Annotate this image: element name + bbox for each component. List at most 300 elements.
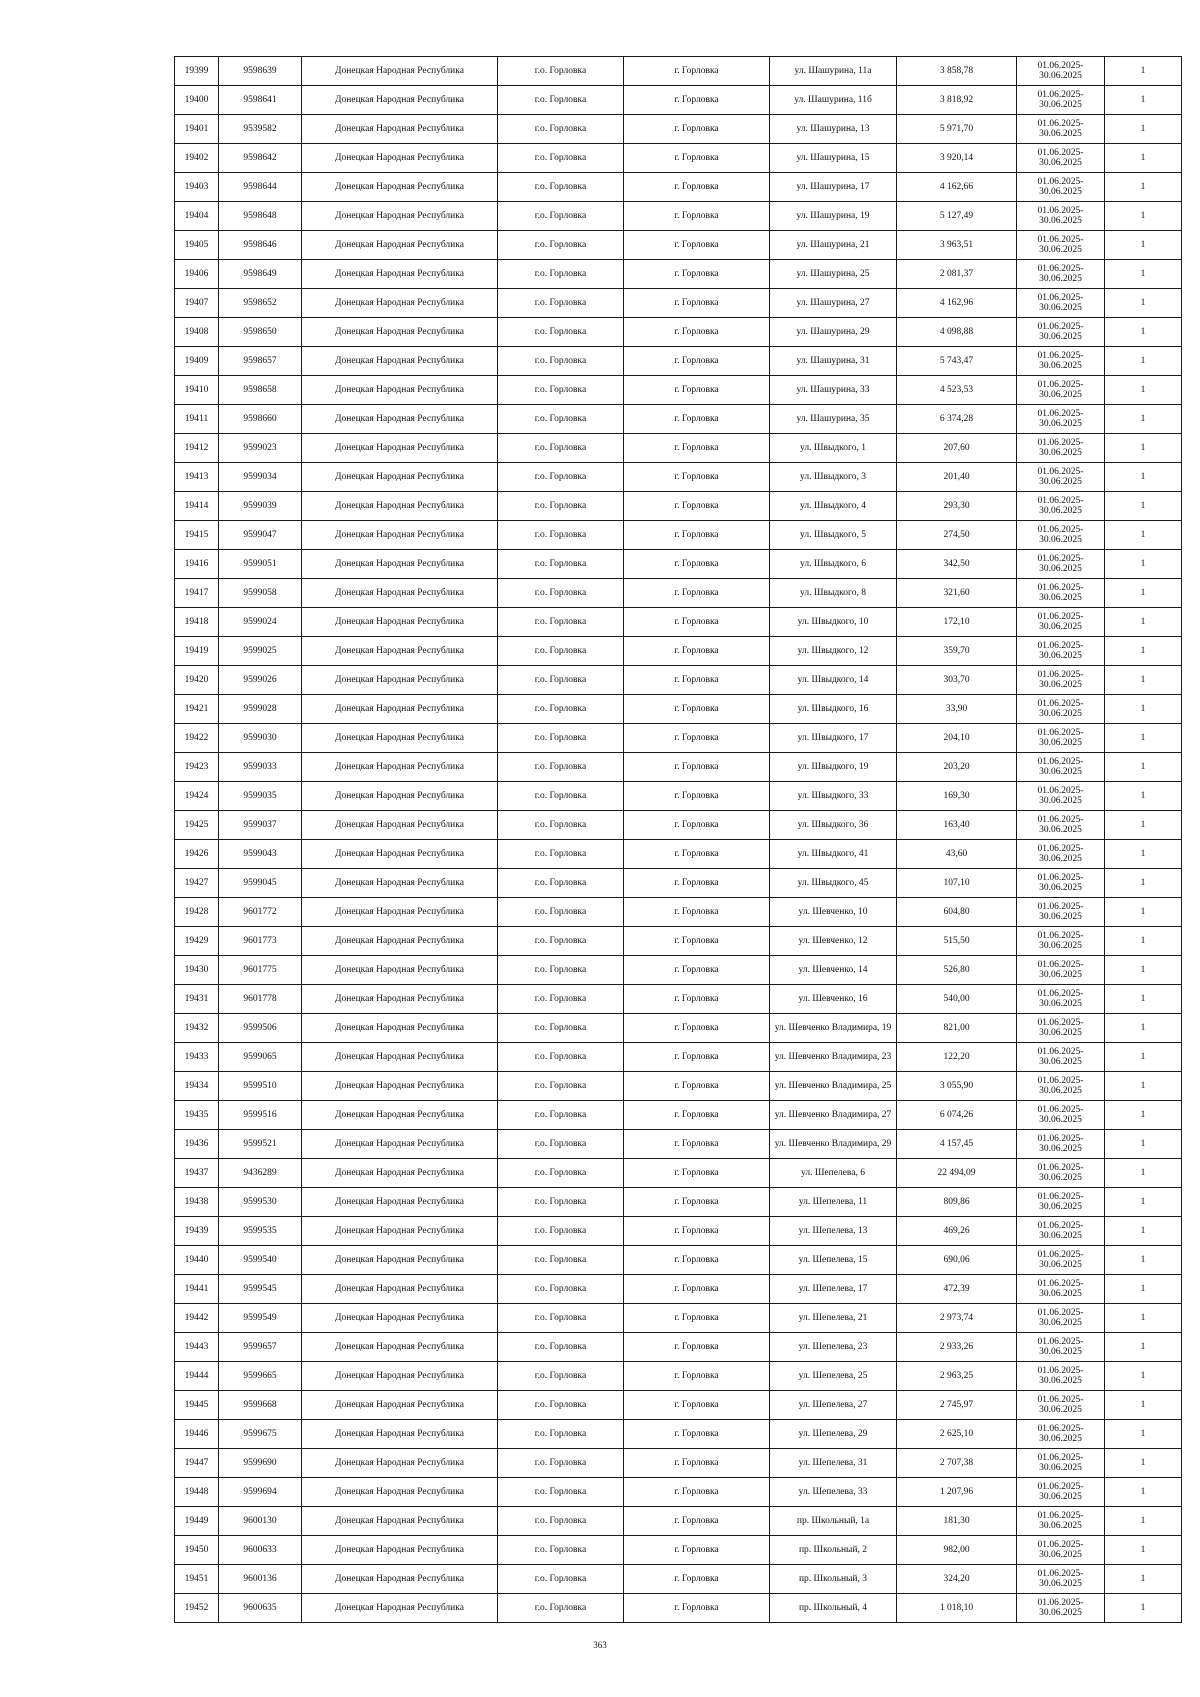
address-cell: ул. Шашурина, 33 (770, 376, 897, 405)
period-cell: 01.06.2025-30.06.2025 (1017, 1043, 1105, 1072)
amount-cell: 324,20 (897, 1565, 1017, 1594)
period-cell: 01.06.2025-30.06.2025 (1017, 1275, 1105, 1304)
object-id-cell: 9599028 (219, 695, 302, 724)
city-cell: г. Горловка (624, 144, 770, 173)
count-cell: 1 (1105, 550, 1182, 579)
amount-cell: 359,70 (897, 637, 1017, 666)
table-row (175, 985, 1182, 1014)
district-cell: г.о. Горловка (498, 1159, 624, 1188)
row-number-cell: 19403 (175, 173, 219, 202)
address-cell: ул. Шепелева, 13 (770, 1217, 897, 1246)
object-id-cell: 9599065 (219, 1043, 302, 1072)
table-row (175, 173, 1182, 202)
row-number-cell: 19423 (175, 753, 219, 782)
object-id-cell: 9599035 (219, 782, 302, 811)
district-cell: г.о. Горловка (498, 1043, 624, 1072)
row-number-cell: 19422 (175, 724, 219, 753)
object-id-cell: 9599026 (219, 666, 302, 695)
region-cell: Донецкая Народная Республика (302, 1594, 498, 1623)
amount-cell: 515,50 (897, 927, 1017, 956)
address-cell: ул. Шевченко Владимира, 19 (770, 1014, 897, 1043)
district-cell: г.о. Горловка (498, 376, 624, 405)
period-cell: 01.06.2025-30.06.2025 (1017, 376, 1105, 405)
region-cell: Донецкая Народная Республика (302, 666, 498, 695)
city-cell: г. Горловка (624, 782, 770, 811)
table-row (175, 1391, 1182, 1420)
district-cell: г.о. Горловка (498, 1101, 624, 1130)
district-cell: г.о. Горловка (498, 202, 624, 231)
table-row (175, 550, 1182, 579)
object-id-cell: 9598639 (219, 57, 302, 86)
table-row (175, 782, 1182, 811)
period-cell: 01.06.2025-30.06.2025 (1017, 1159, 1105, 1188)
district-cell: г.о. Горловка (498, 1507, 624, 1536)
address-cell: ул. Швыдкого, 12 (770, 637, 897, 666)
period-cell: 01.06.2025-30.06.2025 (1017, 840, 1105, 869)
city-cell: г. Горловка (624, 115, 770, 144)
table-row (175, 1159, 1182, 1188)
region-cell: Донецкая Народная Республика (302, 434, 498, 463)
amount-cell: 169,30 (897, 782, 1017, 811)
table-row (175, 1043, 1182, 1072)
city-cell: г. Горловка (624, 985, 770, 1014)
region-cell: Донецкая Народная Республика (302, 1043, 498, 1072)
district-cell: г.о. Горловка (498, 666, 624, 695)
table-row (175, 811, 1182, 840)
row-number-cell: 19443 (175, 1333, 219, 1362)
district-cell: г.о. Горловка (498, 1072, 624, 1101)
period-cell: 01.06.2025-30.06.2025 (1017, 1391, 1105, 1420)
count-cell: 1 (1105, 1130, 1182, 1159)
region-cell: Донецкая Народная Республика (302, 1275, 498, 1304)
count-cell: 1 (1105, 637, 1182, 666)
district-cell: г.о. Горловка (498, 1478, 624, 1507)
city-cell: г. Горловка (624, 1246, 770, 1275)
period-cell: 01.06.2025-30.06.2025 (1017, 985, 1105, 1014)
row-number-cell: 19447 (175, 1449, 219, 1478)
object-id-cell: 9436289 (219, 1159, 302, 1188)
period-cell: 01.06.2025-30.06.2025 (1017, 1101, 1105, 1130)
district-cell: г.о. Горловка (498, 1362, 624, 1391)
city-cell: г. Горловка (624, 1043, 770, 1072)
city-cell: г. Горловка (624, 666, 770, 695)
object-id-cell: 9599521 (219, 1130, 302, 1159)
period-cell: 01.06.2025-30.06.2025 (1017, 1449, 1105, 1478)
address-cell: ул. Шепелева, 21 (770, 1304, 897, 1333)
row-number-cell: 19426 (175, 840, 219, 869)
region-cell: Донецкая Народная Республика (302, 985, 498, 1014)
object-id-cell: 9601775 (219, 956, 302, 985)
count-cell: 1 (1105, 202, 1182, 231)
count-cell: 1 (1105, 811, 1182, 840)
count-cell: 1 (1105, 724, 1182, 753)
period-cell: 01.06.2025-30.06.2025 (1017, 666, 1105, 695)
row-number-cell: 19421 (175, 695, 219, 724)
object-id-cell: 9539582 (219, 115, 302, 144)
district-cell: г.о. Горловка (498, 1449, 624, 1478)
city-cell: г. Горловка (624, 260, 770, 289)
row-number-cell: 19402 (175, 144, 219, 173)
period-cell: 01.06.2025-30.06.2025 (1017, 956, 1105, 985)
amount-cell: 469,26 (897, 1217, 1017, 1246)
count-cell: 1 (1105, 521, 1182, 550)
amount-cell: 2 081,37 (897, 260, 1017, 289)
table-row (175, 724, 1182, 753)
object-id-cell: 9599051 (219, 550, 302, 579)
amount-cell: 982,00 (897, 1536, 1017, 1565)
amount-cell: 2 963,25 (897, 1362, 1017, 1391)
count-cell: 1 (1105, 1536, 1182, 1565)
object-id-cell: 9599030 (219, 724, 302, 753)
count-cell: 1 (1105, 57, 1182, 86)
table-row (175, 608, 1182, 637)
district-cell: г.о. Горловка (498, 608, 624, 637)
district-cell: г.о. Горловка (498, 985, 624, 1014)
district-cell: г.о. Горловка (498, 1391, 624, 1420)
object-id-cell: 9599535 (219, 1217, 302, 1246)
row-number-cell: 19428 (175, 898, 219, 927)
table-row (175, 898, 1182, 927)
district-cell: г.о. Горловка (498, 115, 624, 144)
table-row (175, 492, 1182, 521)
table-row (175, 260, 1182, 289)
object-id-cell: 9599665 (219, 1362, 302, 1391)
region-cell: Донецкая Народная Республика (302, 608, 498, 637)
object-id-cell: 9599549 (219, 1304, 302, 1333)
row-number-cell: 19400 (175, 86, 219, 115)
count-cell: 1 (1105, 608, 1182, 637)
count-cell: 1 (1105, 1246, 1182, 1275)
period-cell: 01.06.2025-30.06.2025 (1017, 57, 1105, 86)
amount-cell: 107,10 (897, 869, 1017, 898)
district-cell: г.о. Горловка (498, 579, 624, 608)
amount-cell: 1 018,10 (897, 1594, 1017, 1623)
city-cell: г. Горловка (624, 231, 770, 260)
region-cell: Донецкая Народная Республика (302, 521, 498, 550)
district-cell: г.о. Горловка (498, 1536, 624, 1565)
address-cell: ул. Шепелева, 33 (770, 1478, 897, 1507)
row-number-cell: 19410 (175, 376, 219, 405)
object-id-cell: 9599058 (219, 579, 302, 608)
count-cell: 1 (1105, 492, 1182, 521)
address-cell: ул. Шашурина, 27 (770, 289, 897, 318)
region-cell: Донецкая Народная Республика (302, 1130, 498, 1159)
region-cell: Донецкая Народная Республика (302, 1246, 498, 1275)
object-id-cell: 9598650 (219, 318, 302, 347)
count-cell: 1 (1105, 927, 1182, 956)
amount-cell: 3 818,92 (897, 86, 1017, 115)
district-cell: г.о. Горловка (498, 144, 624, 173)
count-cell: 1 (1105, 1159, 1182, 1188)
table-row (175, 86, 1182, 115)
amount-cell: 172,10 (897, 608, 1017, 637)
amount-cell: 4 157,45 (897, 1130, 1017, 1159)
address-cell: ул. Швыдкого, 4 (770, 492, 897, 521)
amount-cell: 321,60 (897, 579, 1017, 608)
region-cell: Донецкая Народная Республика (302, 579, 498, 608)
row-number-cell: 19439 (175, 1217, 219, 1246)
city-cell: г. Горловка (624, 1072, 770, 1101)
period-cell: 01.06.2025-30.06.2025 (1017, 608, 1105, 637)
amount-cell: 1 207,96 (897, 1478, 1017, 1507)
row-number-cell: 19436 (175, 1130, 219, 1159)
row-number-cell: 19446 (175, 1420, 219, 1449)
district-cell: г.о. Горловка (498, 753, 624, 782)
city-cell: г. Горловка (624, 289, 770, 318)
region-cell: Донецкая Народная Республика (302, 57, 498, 86)
period-cell: 01.06.2025-30.06.2025 (1017, 869, 1105, 898)
region-cell: Донецкая Народная Республика (302, 1101, 498, 1130)
amount-cell: 2 933,26 (897, 1333, 1017, 1362)
table-row (175, 1130, 1182, 1159)
count-cell: 1 (1105, 1275, 1182, 1304)
region-cell: Донецкая Народная Республика (302, 869, 498, 898)
address-cell: ул. Шашурина, 17 (770, 173, 897, 202)
amount-cell: 2 625,10 (897, 1420, 1017, 1449)
district-cell: г.о. Горловка (498, 1130, 624, 1159)
count-cell: 1 (1105, 115, 1182, 144)
district-cell: г.о. Горловка (498, 637, 624, 666)
amount-cell: 33,90 (897, 695, 1017, 724)
period-cell: 01.06.2025-30.06.2025 (1017, 1246, 1105, 1275)
row-number-cell: 19424 (175, 782, 219, 811)
period-cell: 01.06.2025-30.06.2025 (1017, 231, 1105, 260)
row-number-cell: 19450 (175, 1536, 219, 1565)
table-row (175, 579, 1182, 608)
address-cell: ул. Шашурина, 31 (770, 347, 897, 376)
row-number-cell: 19404 (175, 202, 219, 231)
period-cell: 01.06.2025-30.06.2025 (1017, 1188, 1105, 1217)
period-cell: 01.06.2025-30.06.2025 (1017, 173, 1105, 202)
city-cell: г. Горловка (624, 753, 770, 782)
period-cell: 01.06.2025-30.06.2025 (1017, 579, 1105, 608)
district-cell: г.о. Горловка (498, 86, 624, 115)
count-cell: 1 (1105, 1101, 1182, 1130)
amount-cell: 274,50 (897, 521, 1017, 550)
address-cell: ул. Шевченко Владимира, 23 (770, 1043, 897, 1072)
address-cell: ул. Шепелева, 31 (770, 1449, 897, 1478)
table-row (175, 753, 1182, 782)
district-cell: г.о. Горловка (498, 898, 624, 927)
object-id-cell: 9601772 (219, 898, 302, 927)
count-cell: 1 (1105, 840, 1182, 869)
object-id-cell: 9600635 (219, 1594, 302, 1623)
address-cell: ул. Швыдкого, 41 (770, 840, 897, 869)
amount-cell: 207,60 (897, 434, 1017, 463)
row-number-cell: 19407 (175, 289, 219, 318)
amount-cell: 4 523,53 (897, 376, 1017, 405)
object-id-cell: 9598652 (219, 289, 302, 318)
table-row (175, 521, 1182, 550)
region-cell: Донецкая Народная Республика (302, 811, 498, 840)
address-cell: ул. Шевченко, 10 (770, 898, 897, 927)
period-cell: 01.06.2025-30.06.2025 (1017, 927, 1105, 956)
object-id-cell: 9599045 (219, 869, 302, 898)
object-id-cell: 9600130 (219, 1507, 302, 1536)
amount-cell: 163,40 (897, 811, 1017, 840)
table-row (175, 57, 1182, 86)
count-cell: 1 (1105, 405, 1182, 434)
district-cell: г.о. Горловка (498, 956, 624, 985)
period-cell: 01.06.2025-30.06.2025 (1017, 1217, 1105, 1246)
city-cell: г. Горловка (624, 405, 770, 434)
city-cell: г. Горловка (624, 1333, 770, 1362)
district-cell: г.о. Горловка (498, 1217, 624, 1246)
amount-cell: 821,00 (897, 1014, 1017, 1043)
table-row (175, 463, 1182, 492)
period-cell: 01.06.2025-30.06.2025 (1017, 1565, 1105, 1594)
period-cell: 01.06.2025-30.06.2025 (1017, 1014, 1105, 1043)
region-cell: Донецкая Народная Республика (302, 1449, 498, 1478)
region-cell: Донецкая Народная Республика (302, 956, 498, 985)
period-cell: 01.06.2025-30.06.2025 (1017, 637, 1105, 666)
region-cell: Донецкая Народная Республика (302, 1536, 498, 1565)
row-number-cell: 19418 (175, 608, 219, 637)
row-number-cell: 19413 (175, 463, 219, 492)
row-number-cell: 19451 (175, 1565, 219, 1594)
region-cell: Донецкая Народная Республика (302, 1478, 498, 1507)
city-cell: г. Горловка (624, 376, 770, 405)
object-id-cell: 9599530 (219, 1188, 302, 1217)
row-number-cell: 19399 (175, 57, 219, 86)
period-cell: 01.06.2025-30.06.2025 (1017, 202, 1105, 231)
city-cell: г. Горловка (624, 463, 770, 492)
address-cell: ул. Швыдкого, 16 (770, 695, 897, 724)
row-number-cell: 19425 (175, 811, 219, 840)
address-cell: ул. Шепелева, 29 (770, 1420, 897, 1449)
count-cell: 1 (1105, 1072, 1182, 1101)
amount-cell: 204,10 (897, 724, 1017, 753)
address-cell: ул. Шепелева, 27 (770, 1391, 897, 1420)
count-cell: 1 (1105, 869, 1182, 898)
table-row (175, 347, 1182, 376)
table-body (175, 57, 1182, 1623)
period-cell: 01.06.2025-30.06.2025 (1017, 1130, 1105, 1159)
table-row (175, 1072, 1182, 1101)
address-cell: ул. Шашурина, 21 (770, 231, 897, 260)
object-id-cell: 9598648 (219, 202, 302, 231)
amount-cell: 690,06 (897, 1246, 1017, 1275)
row-number-cell: 19448 (175, 1478, 219, 1507)
address-cell: ул. Швыдкого, 36 (770, 811, 897, 840)
object-id-cell: 9599694 (219, 1478, 302, 1507)
address-cell: ул. Шепелева, 17 (770, 1275, 897, 1304)
count-cell: 1 (1105, 463, 1182, 492)
count-cell: 1 (1105, 1478, 1182, 1507)
row-number-cell: 19441 (175, 1275, 219, 1304)
count-cell: 1 (1105, 666, 1182, 695)
region-cell: Донецкая Народная Республика (302, 376, 498, 405)
city-cell: г. Горловка (624, 1391, 770, 1420)
row-number-cell: 19429 (175, 927, 219, 956)
period-cell: 01.06.2025-30.06.2025 (1017, 1507, 1105, 1536)
period-cell: 01.06.2025-30.06.2025 (1017, 1536, 1105, 1565)
period-cell: 01.06.2025-30.06.2025 (1017, 1362, 1105, 1391)
city-cell: г. Горловка (624, 1565, 770, 1594)
city-cell: г. Горловка (624, 550, 770, 579)
period-cell: 01.06.2025-30.06.2025 (1017, 1072, 1105, 1101)
period-cell: 01.06.2025-30.06.2025 (1017, 463, 1105, 492)
object-id-cell: 9599023 (219, 434, 302, 463)
table-row (175, 115, 1182, 144)
object-id-cell: 9598649 (219, 260, 302, 289)
city-cell: г. Горловка (624, 1449, 770, 1478)
region-cell: Донецкая Народная Республика (302, 347, 498, 376)
amount-cell: 3 920,14 (897, 144, 1017, 173)
address-cell: ул. Шашурина, 35 (770, 405, 897, 434)
count-cell: 1 (1105, 985, 1182, 1014)
city-cell: г. Горловка (624, 173, 770, 202)
table-row (175, 1217, 1182, 1246)
region-cell: Донецкая Народная Республика (302, 1188, 498, 1217)
object-id-cell: 9599506 (219, 1014, 302, 1043)
count-cell: 1 (1105, 1014, 1182, 1043)
district-cell: г.о. Горловка (498, 463, 624, 492)
table-row (175, 405, 1182, 434)
city-cell: г. Горловка (624, 347, 770, 376)
district-cell: г.о. Горловка (498, 695, 624, 724)
address-cell: ул. Шашурина, 25 (770, 260, 897, 289)
city-cell: г. Горловка (624, 811, 770, 840)
address-cell: ул. Шепелева, 11 (770, 1188, 897, 1217)
address-cell: ул. Шашурина, 11а (770, 57, 897, 86)
address-cell: ул. Шевченко Владимира, 29 (770, 1130, 897, 1159)
row-number-cell: 19437 (175, 1159, 219, 1188)
row-number-cell: 19442 (175, 1304, 219, 1333)
count-cell: 1 (1105, 1043, 1182, 1072)
object-id-cell: 9600633 (219, 1536, 302, 1565)
region-cell: Донецкая Народная Республика (302, 637, 498, 666)
amount-cell: 3 963,51 (897, 231, 1017, 260)
address-cell: пр. Школьный, 3 (770, 1565, 897, 1594)
district-cell: г.о. Горловка (498, 1188, 624, 1217)
object-id-cell: 9598641 (219, 86, 302, 115)
city-cell: г. Горловка (624, 1362, 770, 1391)
address-cell: пр. Школьный, 1а (770, 1507, 897, 1536)
count-cell: 1 (1105, 1420, 1182, 1449)
row-number-cell: 19435 (175, 1101, 219, 1130)
region-cell: Донецкая Народная Республика (302, 1159, 498, 1188)
address-cell: ул. Шепелева, 15 (770, 1246, 897, 1275)
amount-cell: 5 971,70 (897, 115, 1017, 144)
city-cell: г. Горловка (624, 927, 770, 956)
address-cell: ул. Швыдкого, 8 (770, 579, 897, 608)
amount-cell: 43,60 (897, 840, 1017, 869)
city-cell: г. Горловка (624, 695, 770, 724)
object-id-cell: 9599047 (219, 521, 302, 550)
object-id-cell: 9598646 (219, 231, 302, 260)
object-id-cell: 9599668 (219, 1391, 302, 1420)
table-row (175, 202, 1182, 231)
address-cell: ул. Шевченко Владимира, 27 (770, 1101, 897, 1130)
amount-cell: 181,30 (897, 1507, 1017, 1536)
table-row (175, 1565, 1182, 1594)
amount-cell: 4 162,96 (897, 289, 1017, 318)
object-id-cell: 9598657 (219, 347, 302, 376)
count-cell: 1 (1105, 173, 1182, 202)
row-number-cell: 19452 (175, 1594, 219, 1623)
city-cell: г. Горловка (624, 1188, 770, 1217)
city-cell: г. Горловка (624, 869, 770, 898)
region-cell: Донецкая Народная Республика (302, 1217, 498, 1246)
city-cell: г. Горловка (624, 1217, 770, 1246)
row-number-cell: 19444 (175, 1362, 219, 1391)
region-cell: Донецкая Народная Республика (302, 144, 498, 173)
count-cell: 1 (1105, 1217, 1182, 1246)
count-cell: 1 (1105, 695, 1182, 724)
row-number-cell: 19419 (175, 637, 219, 666)
amount-cell: 6 074,26 (897, 1101, 1017, 1130)
